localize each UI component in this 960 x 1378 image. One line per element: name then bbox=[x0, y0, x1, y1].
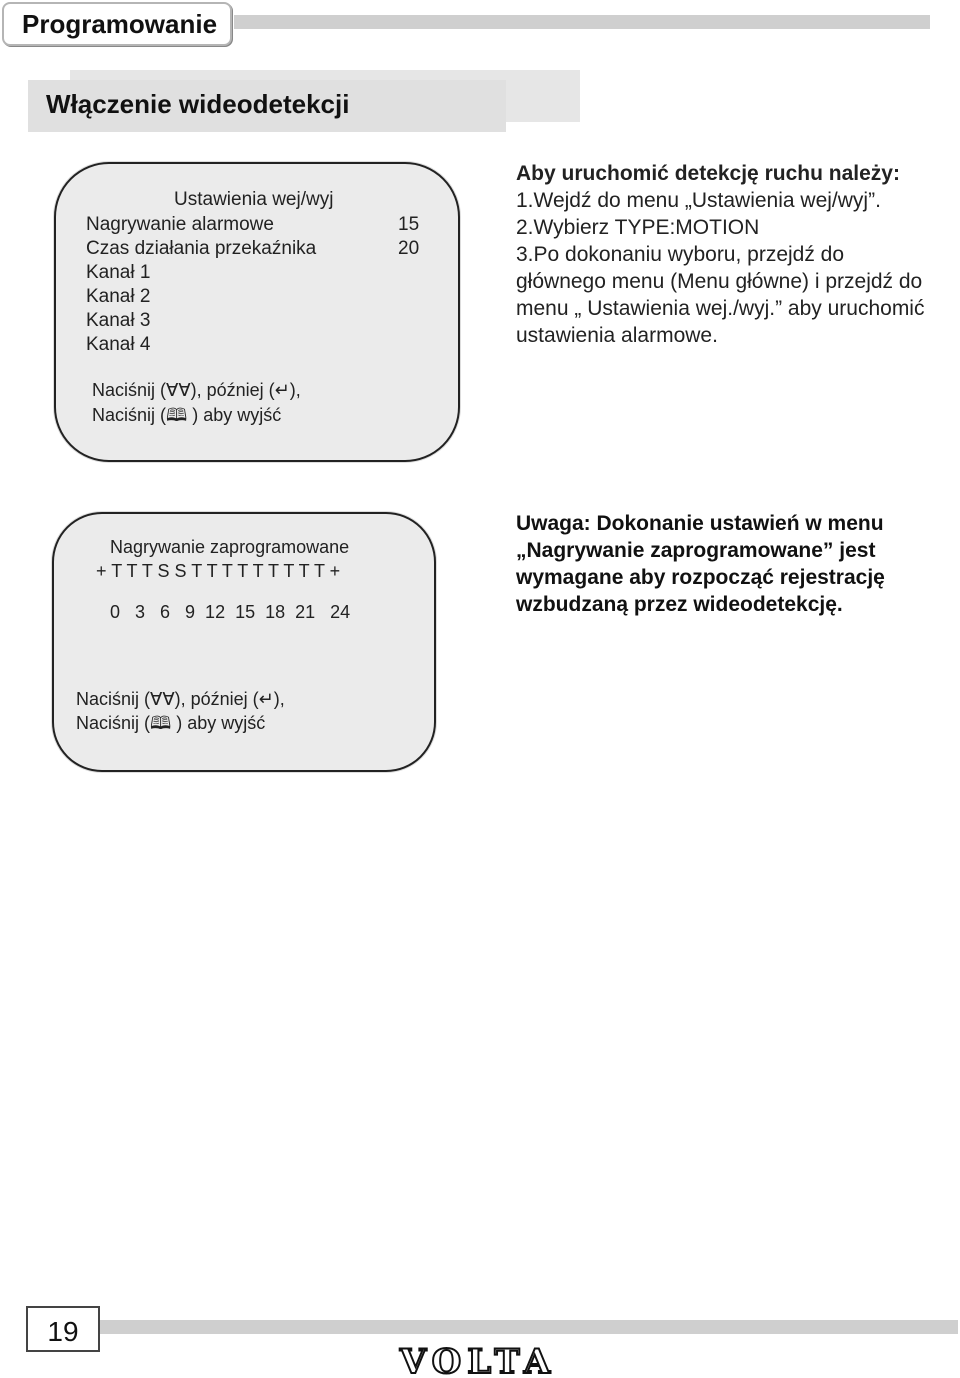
instructions bbox=[516, 160, 936, 349]
instruction-step: 2.Wybierz TYPE:MOTION bbox=[516, 216, 760, 239]
osd-settings-title: Ustawienia wej/wyj bbox=[174, 189, 334, 210]
osd-row-value: 15 bbox=[398, 214, 420, 235]
footer-rule bbox=[100, 1320, 958, 1334]
osd-row-label: Kanał 2 bbox=[86, 286, 151, 307]
osd-settings-hint-2: Naciśnij (🕮 ) aby wyjść bbox=[92, 405, 282, 425]
osd-row-label: Kanał 1 bbox=[86, 262, 151, 283]
instruction-step: 3.Po dokonaniu wyboru, przejdź do głównego menu (Menu główne) i przejdź do menu „ Ustawienia wej./wyj.” aby uruchomić ustawienia alarmowe. bbox=[516, 243, 925, 347]
header-rule bbox=[234, 15, 930, 29]
osd-schedule-title: Nagrywanie zaprogramowane bbox=[110, 537, 350, 557]
header-title: Programowanie bbox=[22, 9, 218, 39]
logo-text: VOLTA bbox=[399, 1344, 557, 1378]
header-tab bbox=[2, 2, 232, 46]
volta-logo bbox=[348, 1344, 608, 1378]
osd-row-label: Kanał 3 bbox=[86, 310, 151, 331]
osd-schedule-hint-2: Naciśnij (🕮 ) aby wyjść bbox=[76, 713, 266, 733]
note-text: Uwaga: Dokonanie ustawień w menu „Nagrywanie zaprogramowane” jest wymagane aby rozpocząć rejestrację wzbudzaną przez wideodetekcję. bbox=[516, 512, 885, 616]
osd-schedule-hint-1: Naciśnij (ⱯⱯ), później (↵), bbox=[76, 689, 285, 709]
osd-row-value: 20 bbox=[398, 238, 420, 259]
page-number-box bbox=[26, 1306, 100, 1352]
osd-row-label: Nagrywanie alarmowe bbox=[86, 214, 274, 235]
osd-schedule-timeline: + T T T S S T T T T T T T T T + bbox=[96, 561, 341, 581]
osd-schedule-hours: 0 3 6 9 12 15 18 21 24 bbox=[110, 602, 351, 622]
section-title: Włączenie wideodetekcji bbox=[46, 89, 350, 119]
instruction-step: 1.Wejdź do menu „Ustawienia wej/wyj”. bbox=[516, 189, 881, 212]
page-number: 19 bbox=[47, 1316, 79, 1347]
instructions-heading: Aby uruchomić detekcję ruchu należy: bbox=[516, 162, 900, 185]
osd-row-label: Czas działania przekaźnika bbox=[86, 238, 317, 259]
osd-settings-hint-1: Naciśnij (ⱯⱯ), później (↵), bbox=[92, 380, 301, 400]
osd-row-label: Kanał 4 bbox=[86, 334, 151, 355]
